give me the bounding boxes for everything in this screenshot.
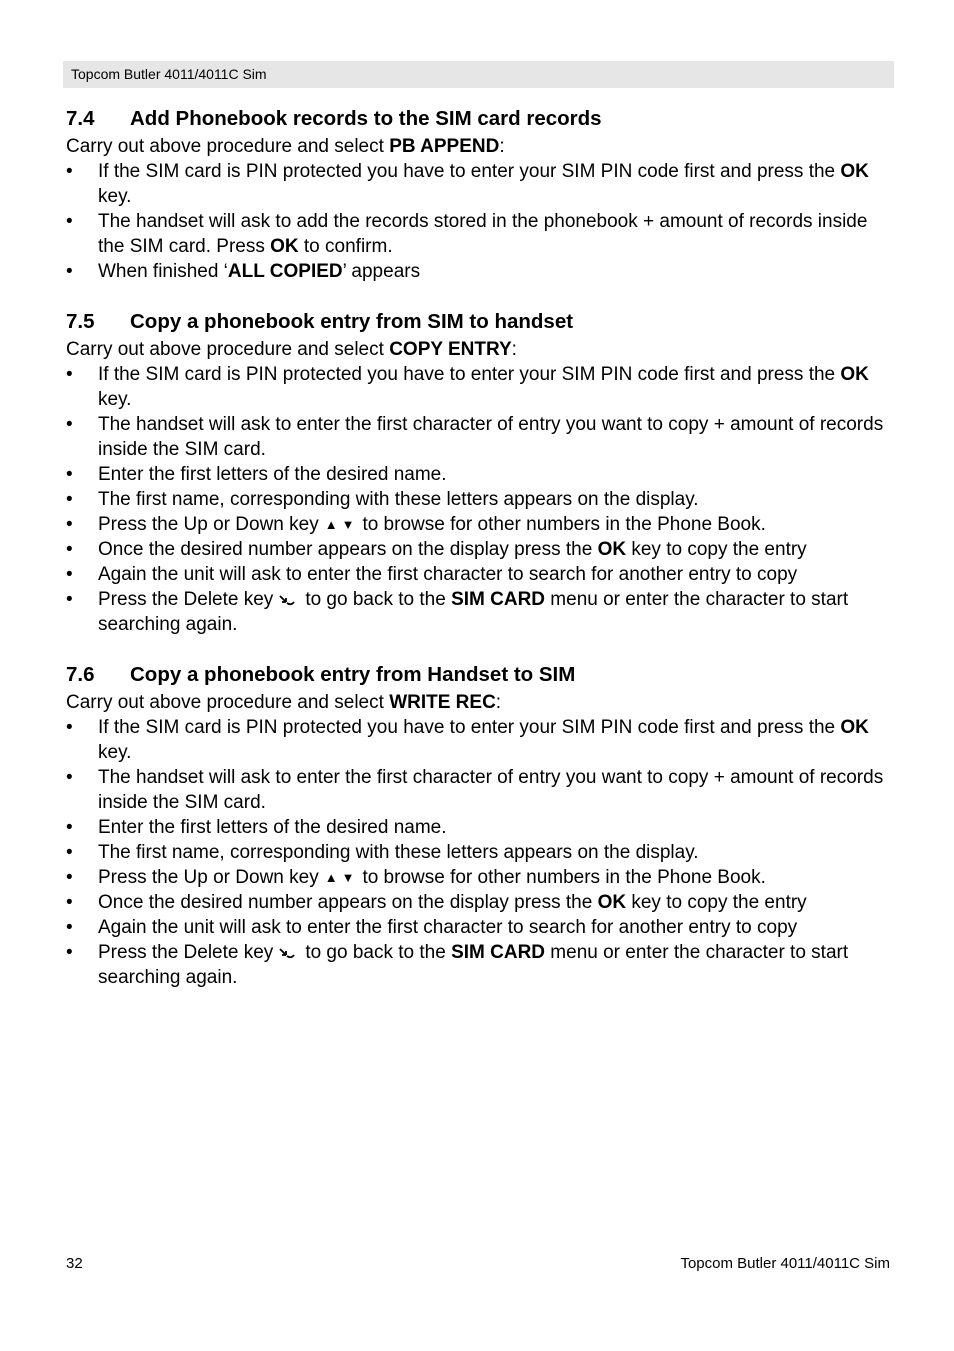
bullet-list (66, 715, 894, 990)
bullet-icon: • (66, 892, 73, 913)
section-heading (66, 105, 894, 133)
bullet-text: Press the Delete key (98, 942, 274, 963)
list-item (66, 562, 894, 587)
list-item (66, 259, 894, 284)
header-title: Topcom Butler 4011/4011C Sim (71, 66, 267, 82)
intro-text: Carry out above procedure and select (66, 692, 390, 713)
intro-suffix: : (499, 136, 505, 157)
list-item (66, 362, 894, 412)
intro-text: Carry out above procedure and select (66, 136, 390, 157)
section-number: 7.6 (66, 663, 95, 686)
list-item (66, 865, 894, 890)
bullet-text: to confirm. (298, 236, 393, 257)
bullet-text: key. (98, 389, 132, 410)
bullet-icon: • (66, 414, 73, 435)
bullet-text: The first name, corresponding with these letters appears on the display. (98, 489, 699, 510)
bullet-icon: • (66, 867, 73, 888)
list-item (66, 159, 894, 209)
delete-key-icon (277, 593, 297, 607)
menu-option: COPY ENTRY (389, 339, 512, 360)
page-number: 32 (66, 1255, 83, 1272)
section-heading (66, 308, 894, 336)
bullet-text: The handset will ask to enter the first character of entry you want to copy + amount of records inside the SIM card. (98, 767, 884, 813)
bullet-text: If the SIM card is PIN protected you have to enter your SIM PIN code first and press the (98, 161, 841, 182)
bullet-icon: • (66, 942, 73, 963)
bullet-text: When finished ‘ (98, 261, 228, 282)
bullet-icon: • (66, 514, 73, 535)
bullet-text: to go back to the (305, 589, 452, 610)
bullet-text: Again the unit will ask to enter the first character to search for another entry to copy (98, 564, 798, 585)
section-number: 7.4 (66, 107, 95, 130)
intro-text: Carry out above procedure and select (66, 339, 390, 360)
list-item (66, 462, 894, 487)
bullet-icon: • (66, 211, 73, 232)
bullet-icon: • (66, 364, 73, 385)
bullet-text: The handset will ask to add the records stored in the phonebook + amount of records inside the SIM card. Press (98, 211, 868, 257)
bullet-text: Press the Up or Down key (98, 867, 319, 888)
intro-suffix: : (495, 692, 502, 713)
bullet-icon: • (66, 489, 73, 510)
bullet-icon: • (66, 817, 73, 838)
bullet-icon: • (66, 161, 73, 182)
bullet-text: menu or enter the character to start searching again. (98, 589, 849, 635)
footer-title: Topcom Butler 4011/4011C Sim (680, 1255, 890, 1272)
bullet-text: menu or enter the character to start searching again. (98, 942, 849, 988)
bullet-text: key. (98, 186, 132, 207)
page-header-bar (63, 61, 894, 88)
delete-key-icon (277, 946, 297, 960)
bullet-key: OK (597, 892, 627, 913)
bullet-text: If the SIM card is PIN protected you have to enter your SIM PIN code first and press the (98, 717, 841, 738)
bullet-text: key. (98, 742, 132, 763)
section-number: 7.5 (66, 310, 95, 333)
bullet-list (66, 362, 894, 637)
list-item (66, 915, 894, 940)
bullet-text: key to copy the entry (626, 892, 807, 913)
bullet-text: Press the Delete key (98, 589, 274, 610)
bullet-text: to browse for other numbers in the Phone Book. (362, 867, 766, 888)
bullet-icon: • (66, 842, 73, 863)
page-content (66, 105, 894, 990)
bullet-text: Enter the first letters of the desired name. (98, 464, 447, 485)
list-item (66, 765, 894, 815)
bullet-text: Once the desired number appears on the display press the (98, 892, 598, 913)
bullet-text: key to copy the entry (626, 539, 807, 560)
section-7-4 (66, 105, 894, 284)
bullet-text: Again the unit will ask to enter the first character to search for another entry to copy (98, 917, 798, 938)
list-item (66, 512, 894, 537)
bullet-key: OK (270, 236, 299, 257)
bullet-text: to browse for other numbers in the Phone Book. (362, 514, 766, 535)
section-7-6 (66, 661, 894, 990)
bullet-icon: • (66, 589, 73, 610)
menu-option: PB APPEND (389, 136, 500, 157)
bullet-text: The first name, corresponding with these letters appears on the display. (98, 842, 699, 863)
section-intro (66, 337, 894, 362)
bullet-text: ’ appears (342, 261, 421, 282)
bullet-icon: • (66, 717, 73, 738)
list-item (66, 487, 894, 512)
bullet-icon: • (66, 464, 73, 485)
bullet-text: If the SIM card is PIN protected you have to enter your SIM PIN code first and press the (98, 364, 841, 385)
bullet-icon: • (66, 261, 73, 282)
list-item (66, 715, 894, 765)
list-item (66, 587, 894, 637)
bullet-text: Once the desired number appears on the display press the (98, 539, 598, 560)
bullet-icon: • (66, 917, 73, 938)
bullet-list (66, 159, 894, 284)
list-item (66, 815, 894, 840)
bullet-key: OK (840, 161, 869, 182)
up-down-arrow-icon: ▲▼ (324, 517, 359, 532)
bullet-text: to go back to the (305, 942, 452, 963)
bullet-icon: • (66, 767, 73, 788)
bullet-key: ALL COPIED (227, 261, 343, 282)
list-item (66, 840, 894, 865)
section-title: Copy a phonebook entry from Handset to SIM (130, 663, 576, 686)
bullet-text: Enter the first letters of the desired name. (98, 817, 447, 838)
list-item (66, 537, 894, 562)
bullet-key: SIM CARD (451, 942, 546, 963)
bullet-key: OK (597, 539, 627, 560)
bullet-key: OK (840, 717, 869, 738)
list-item (66, 209, 894, 259)
bullet-icon: • (66, 564, 73, 585)
bullet-text: The handset will ask to enter the first character of entry you want to copy + amount of records inside the SIM card. (98, 414, 884, 460)
bullet-key: SIM CARD (451, 589, 546, 610)
section-7-5 (66, 308, 894, 637)
bullet-key: OK (840, 364, 869, 385)
list-item (66, 412, 894, 462)
bullet-text: Press the Up or Down key (98, 514, 319, 535)
section-title: Add Phonebook records to the SIM card records (130, 107, 602, 130)
section-intro (66, 134, 894, 159)
section-heading (66, 661, 894, 689)
intro-suffix: : (511, 339, 517, 360)
bullet-icon: • (66, 539, 73, 560)
menu-option: WRITE REC (389, 692, 496, 713)
list-item (66, 940, 894, 990)
list-item (66, 890, 894, 915)
section-intro (66, 690, 894, 715)
up-down-arrow-icon: ▲▼ (324, 870, 359, 885)
section-title: Copy a phonebook entry from SIM to handset (130, 310, 574, 333)
